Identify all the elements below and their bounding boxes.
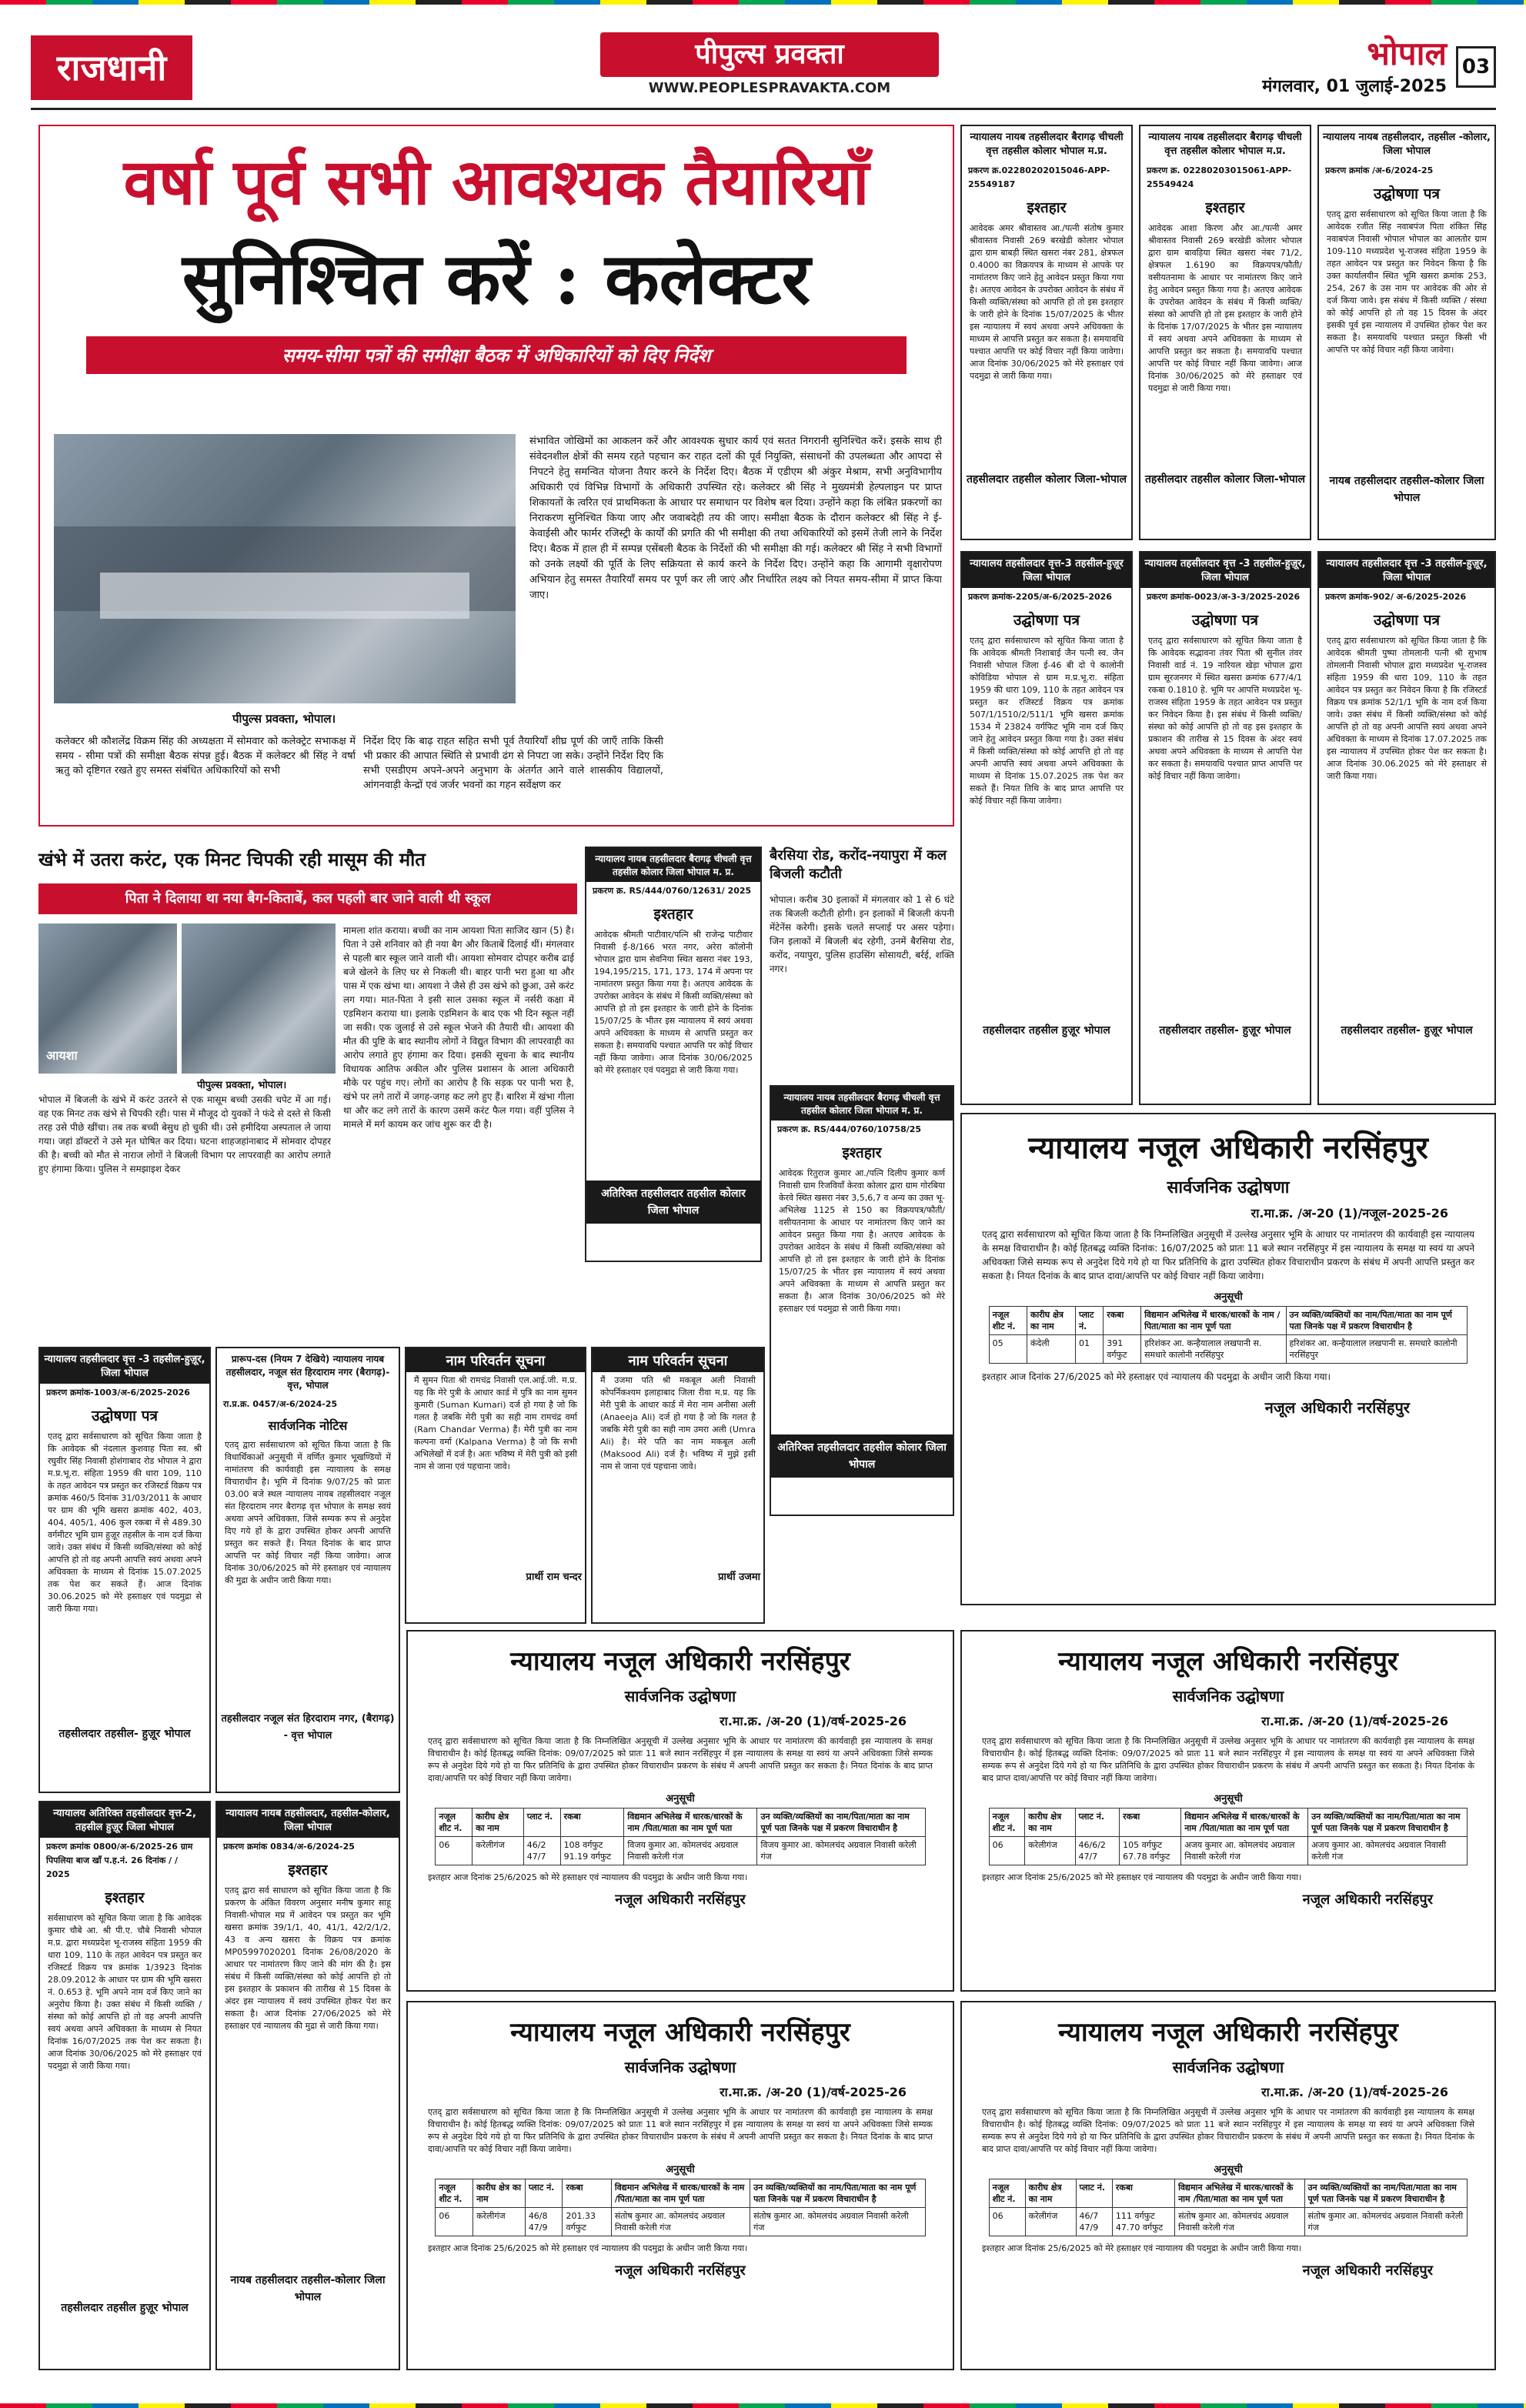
notice-signature: प्रार्थी राम चन्दर [526,1571,582,1583]
notice-body: एतद् द्वारा सर्व साधारण को सूचित किया जाता है कि प्रकरण के अंकित विवरण अनुसार मनीष कुमार साहू निवासी-भोपाल मप्र में आवेदन पत्र प्रस्तुत कर भूमि खसरा क्रमांक 39/1/1, 40, 41/1, 42/2/1/2, 43 व अन्य खसरा के विक्रय पत्र क्रमांक MP05997020201 दिनांक 26/08/2020 के आधार पर नामांतरण किए जाने की मांग की है। इस संबंध में किसी व्यक्ति/संस्था को कोई आपत्ति हो तो इस इश्तहार के प्रकाशन की तारीख से 15 दिवस के अंदर इस न्यायालय में स्वयं उपस्थित होकर पेश कर सकता है। आज दिनांक 27/06/2025 को मेरे हस्ताक्षर एवं न्यायालय की मुद्रा से जारी किया गया। [225,1885,391,2031]
notice-title: इश्तहार [653,906,693,923]
court-footer: इश्तहार आज दिनांक 27/6/2025 को मेरे हस्ताक्षर एवं न्यायालय की पदमुद्रा के अधीन जारी किया गया। [982,1371,1331,1382]
table-row: 05 कंदेली 01 391 वर्गफुट हरिशंकर आ. कन्हैयालाल लखपानी स. समधारे कालोनी नरसिंहपुर हरिशंकर आ. कन्हैयालाल लखपानी स. समधारे कालोनी नरसिंहपुर [989,1335,1468,1364]
notice-signature: तहसीलदार तहसील- हुज़ूर भोपाल [58,1728,191,1740]
notice-title: उद्घोषणा पत्र [1191,612,1259,629]
notice-title: इश्तहार [842,1144,882,1161]
notice-ref: प्रकरण क्रमांक-0023/अ-3-3/2025-2026 [1147,592,1301,602]
notice-a11 [405,1347,586,1624]
table-row: 06 करेलीगंज 46/6/2 47/7 105 वर्गफुट 67.78 वर्गफुट अजय कुमार आ. कोमलचंद अग्रवाल निवासी करेली गंज अजय कुमार आ. कोमलचंद अग्रवाल निवासी करेली गंज [989,1837,1468,1865]
court-subtitle: सार्वजनिक उद्घोषणा [1172,1687,1284,1705]
notice-title: इश्तहार [1027,199,1067,216]
court-body: एतद् द्वारा सर्वसाधारण को सूचित किया जाता है कि निम्नलिखित अनुसूची में उल्लेख अनुसार भूमि के आधार पर नामांतरण की कार्यवाही इस न्यायालय के समक्ष विचाराधीन है। कोई हितबद्ध व्यक्ति दिनांक: 09/07/2025 को प्रातः 11 बजे स्थान नरसिंहपुर में इस न्यायालय के समक्ष या स्वयं या अपने अधिवक्ता जिसे सम्यक रूप से अनुदेश दिये गये हो या फिर प्रतिनिधि के द्वारा उपस्थित होकर विचाराधीन प्रकरण के संबंध में अपनी आपत्ति प्रस्तुत कर सकता है। नियत दिनांक के बाद प्राप्त दावा/आपत्ति पर कोई विचार नहीं किया जावेगा। [428,2107,933,2154]
court-signature: नजूल अधिकारी नरसिंहपुर [615,1892,746,1908]
story2-byline: पीपुल्स प्रवक्ता, भोपाल। [197,1080,287,1091]
notice-header: नाम परिवर्तन सूचना [593,1348,763,1372]
notice-header: न्यायालय नायब तहसीलदार बैरागढ़ चीचली वृत्त तहसील कोलार भोपाल म.प्र. [970,132,1124,157]
notice-header: न्यायालय नायब तहसीलदार बैरागढ़ चीचली वृत्त तहसील कोलार भोपाल म.प्र. [1148,132,1302,157]
section-tab: राजधानी [31,35,192,100]
child-photo-caption: आयशा [46,1048,78,1063]
notice-body: एतद् द्वारा सर्वसाधारण को सूचित किया जाता है कि आवेदक सद्भावना तंवर पिता श्री सुनील तंवर निवासी वार्ड नं. 19 नारियल खेड़ा भोपाल द्वारा ग्राम सूरजनगर में स्थित खसरा क्रमांक 677/4/1 रकबा 0.1810 हे. भूमि पर आपत्ति मध्यप्रदेश भू-राजस्व संहिता 1959 के तहत आवेदन पत्र प्रस्तुत कर निवेदन किया है। इस संबंध में किसी व्यक्ति/संस्था को कोई आपत्ति हो तो वह इस इश्तहार के प्रकाशन की तारीख से 15 दिवस के अंदर स्वयं अथवा अपने अधिवक्ता के माध्यम से आपत्ति पेश कर सकता है। समयावधि पश्चात प्राप्त आपत्ति पर कोई विचार नहीं किया जावेगा। [1148,636,1302,781]
lead-byline: पीपुल्स प्रवक्ता, भोपाल। [232,712,336,726]
notice-a5 [1139,551,1311,1105]
notice-signature: तहसीलदार तहसील- हुज़ूर भोपाल [1341,1024,1473,1037]
masthead-rule [31,108,1496,110]
court-subtitle: सार्वजनिक उद्घोषणा [1167,1178,1290,1197]
annex-table: नजूल शीट नं. कारीघ क्षेत्र का नाम प्लाट नं. रकबा विद्यमान अभिलेख में धारक/धारकों के नाम /पिता/माता का नाम पूर्ण पता उन व्यक्ति/व्यक्तियों का नाम/पिता/माता का नाम पूर्ण पता जिनके पक्ष में प्रकरण विचाराधीन है 05 कंदेली 01 391 वर्गफुट हरिशंकर आ. कन्हैयालाल लखपानी स. समधारे कालोनी नरसिंहपुर हरिशंकर आ. कन्हैयालाल लखपानी स. समधारे कालोनी नरसिंहपुर [989,1306,1468,1364]
annex-label: अनुसूची [666,1793,695,1805]
court-notice-2 [406,1630,954,1992]
crowd-photo [182,923,336,1074]
paper-logo: पीपुल्स प्रवक्ता [600,32,939,77]
notice-body: एतद् द्वारा सर्वसाधारण को सूचित किया जाता है कि आवेदक श्रीमती पुष्पा तोमलानी पत्नी श्री सुभाष तोमलानी निवासी भोपाल द्वारा मध्यप्रदेश भू-राजस्व संहिता 1959 की धारा 109, 110 के तहत आवेदन पत्र प्रस्तुत कर निवेदन किया है कि रजिस्टर्ड विक्रय पत्र क्रमांक 52/1/1 भूमि के नाम दर्ज किया जावे। उक्त संबंध में किसी व्यक्ति/संस्था को कोई आपत्ति हो तो वह अपनी आपत्ति स्वयं अथवा अपने अधिवक्ता के माध्यम से दिनांक 17.07.2025 तक इस न्यायालय में उपस्थित होकर पेश कर सकता है। आज दिनांक 30.06.2025 को मेरे हस्ताक्षर से जारी किया गया। [1327,636,1487,781]
notice-a6 [1317,551,1496,1105]
court-body: एतद् द्वारा सर्वसाधारण को सूचित किया जाता है कि निम्नलिखित अनुसूची में उल्लेख अनुसार भूमि के आधार पर नामांतरण की कार्यवाही इस न्यायालय के समक्ष विचाराधीन है। कोई हितबद्ध व्यक्ति दिनांक: 09/07/2025 को प्रातः 11 बजे स्थान नरसिंहपुर में इस न्यायालय के समक्ष या स्वयं या अपने अधिवक्ता जिसे सम्यक रूप से अनुदेश दिये गये हो या फिर प्रतिनिधि के द्वारा उपस्थित होकर विचाराधीन प्रकरण के संबंध में अपनी आपत्ति प्रस्तुत कर सकता है। नियत दिनांक के बाद प्राप्त दावा/आपत्ति पर कोई विचार नहीं किया जावेगा। [428,1736,933,1783]
notice-title: उद्घोषणा पत्र [1013,612,1080,629]
court-ref: रा.मा.क्र. /अ-20 (1)/वर्ष-2025-26 [1261,2085,1448,2099]
notice-body: सर्वसाधारण को सूचित किया जाता है कि आवेदक कुमार चौबे आ. श्री पी.ए. चौबे निवासी भोपाल म.प्र. द्वारा मध्यप्रदेश भू-राजस्व संहिता 1959 की धारा 109, 110 के तहत आवेदन पत्र प्रस्तुत कर रजिस्टर्ड विक्रय पत्र क्रमांक 1/3923 दिनांक 28.09.2012 के आधार पर ग्राम की भूमि खसरा नं. 0.653 हे. भूमि अपने नाम दर्ज किए जाने का अनुरोध किया है। उक्त संबंध में किसी व्यक्ति / संस्था को कोई आपत्ति हो तो वह अपनी आपत्ति स्वयं अथवा अपने अधिवक्ता के माध्यम से नियत दिनांक 16/07/2025 तक पेश कर सकता है। आज दिनांक 30/06/2025 को मेरे हस्ताक्षर एवं पदमुद्रा से जारी किया गया। [48,1913,202,2071]
court-ref: रा.मा.क्र. /अ-20 (1)/वर्ष-2025-26 [720,2085,907,2099]
court-ref: रा.मा.क्र. /अ-20 (1)/नजूल-2025-26 [1251,1206,1448,1221]
story3-headline: बैरसिया रोड, करोंद-नयापुरा में कल बिजली कटौती [770,847,947,882]
notice-a2 [1139,125,1311,540]
notice-ref: प्रकरण क्रमांक-902/ अ-6/2025-2026 [1325,592,1467,602]
color-registration-band [0,0,1526,5]
lead-headline-2: सुनिश्चित करें : कलेक्टर [182,237,811,320]
court-signature: नजूल अधिकारी नरसिंहपुर [1264,1398,1410,1417]
notice-a12 [591,1347,765,1624]
notice-signature: तहसीलदार तहसील कोलार जिला-भोपाल [966,473,1127,486]
notice-body: मैं सुमन पिता श्री रामचंद्र निवासी एल.आई.जी. म.प्र. यह कि मेरे पुत्री के आधार कार्ड में पुत्रि का नाम सुमन कुमारी (Suman Kumari) दर्ज हो गया है जो कि गलत है जबकि मेरी पुत्री का सही नाम रामचंद्र वर्मा (Ram Chandar Verma) हैं। मेरी पुत्री का नाम कल्पना वर्मा (Kalpana Verma) है जो कि सभी अभिलेखों में दर्ज है। अतः भविष्य में मेरी पुत्री को इसी नाम से जाना एवं पहचाना जावे। [414,1375,577,1471]
notice-header: नाम परिवर्तन सूचना [406,1348,585,1372]
color-registration-band-bottom [0,2403,1526,2408]
notice-ref: रा.प्र.क्र. 0457/अ-6/2024-25 [223,1399,338,1409]
court-ref: रा.मा.क्र. /अ-20 (1)/वर्ष-2025-26 [1261,1714,1448,1728]
notice-signature: तहसीलदार तहसील- हुज़ूर भोपाल [1159,1024,1291,1037]
notice-ref: प्रकरण क्र. RS/444/0760/12631/ 2025 [593,886,752,896]
notice-body: एतद् द्वारा सर्वसाधारण को सूचित किया जाता है कि आवेदक श्री नंदलाल कुशवाह पिता स्व. श्री रघुवीर सिंह निवासी होशंगाबाद रोड भोपाल ने द्वारा म.प्र.भू.रा. संहिता 1959 की धारा 109, 110 के तहत आवेदन पत्र प्रस्तुत कर रजिस्टर्ड विक्रय पत्र क्रमांक 460/5 दिनांक 31/03/2011 के आधार पर ग्राम की भूमि खसरा क्रमांक 402, 403, 404, 405/1, 406 कुल रकबा में से 489.30 वर्गमीटर भूमि ग्राम हुज़ूर तहसील के नाम दर्ज किया जावे। उक्त संबंध में किसी व्यक्ति/संस्था को कोई आपत्ति हो तो वह अपनी आपत्ति स्वयं अथवा अपने अधिवक्ता के माध्यम से दिनांक 15.07.2025 तक पेश कर सकते हैं। आज दिनांक 30.06.2025 को मेरे हस्ताक्षर एवं पदमुद्रा से जारी किया गया। [48,1431,202,1614]
court-footer: इश्तहार आज दिनांक 25/6/2025 को मेरे हस्ताक्षर एवं न्यायालय की पदमुद्रा के अधीन जारी किया गया। [982,2243,1302,2253]
notice-body: आवेदक श्रीमती पाटीवार/पत्नि श्री राजेन्द्र पाटीवार निवासी ई-8/166 भरत नगर, अरेरा कॉलोनी भोपाल द्वारा ग्राम सेवनिया स्थित खसरा नंबर 193, 194,195/215, 171, 173, 174 में अपना पर नामांतरण प्रस्तुत किया गया है। अतएव आवेदक के उपरोक्त आवेदन के संबंध में किसी व्यक्ति/संस्था को आपत्ति हो तो इस इश्तहार के जारी होने के दिनांक 15/07/25 के भीतर इस न्यायालय में स्वयं अथवा अपने अधिवक्ता के माध्यम से आपत्ति प्रस्तुत कर सकता है। समयावधि पश्चात आपत्ति पर कोई विचार नहीं किया जावेगा। आज दिनांक 30/06/2025 को मेरे हस्ताक्षर एवं पदमुद्रा से जारी किया गया। [594,930,753,1075]
notice-header: न्यायालय नायब तहसीलदार बैरागढ़ चीचली वृत्त तहसील कोलार जिला भोपाल म. प्र. [771,1087,953,1121]
court-body: एतद् द्वारा सर्वसाधारण को सूचित किया जाता है कि निम्नलिखित अनुसूची में उल्लेख अनुसार भूमि के आधार पर नामांतरण की कार्यवाही इस न्यायालय के समक्ष विचाराधीन है। कोई हितबद्ध व्यक्ति दिनांक: 09/07/2025 को प्रातः 11 बजे स्थान नरसिंहपुर में इस न्यायालय के समक्ष या स्वयं या अपने अधिवक्ता जिसे सम्यक रूप से अनुदेश दिये गये हो या फिर प्रतिनिधि के द्वारा उपस्थित होकर विचाराधीन प्रकरण के संबंध में अपनी आपत्ति प्रस्तुत कर सकता है। नियत दिनांक के बाद प्राप्त दावा/आपत्ति पर कोई विचार नहीं किया जावेगा। [982,2107,1474,2154]
notice-header: न्यायालय अतिरिक्त तहसीलदार वृत्त-2, तहसील हुज़ूर जिला भोपाल [40,1802,209,1838]
court-signature: नजूल अधिकारी नरसिंहपुर [615,2263,746,2279]
notice-signature: प्रार्थी उजमा [718,1571,760,1583]
table-row: 06 करेलीगंज 46/7 47/9 111 वर्गफुट 47.70 वर्गफुट संतोष कुमार आ. कोमलचंद अग्रवाल निवासी करेली गंज संतोष कुमार आ. कोमलचंद अग्रवाल निवासी करेली गंज [989,2208,1468,2236]
court-body: एतद् द्वारा सर्वसाधारण को सूचित किया जाता है कि निम्नलिखित अनुसूची में उल्लेख अनुसार भूमि के आधार पर नामांतरण की कार्यवाही इस न्यायालय के समक्ष विचाराधीन है। कोई हितबद्ध व्यक्ति दिनांक: 09/07/2025 को प्रातः 11 बजे स्थान नरसिंहपुर में इस न्यायालय के समक्ष या स्वयं या अपने अधिवक्ता जिसे सम्यक रूप से अनुदेश दिये गये हो या फिर प्रतिनिधि के द्वारा उपस्थित होकर विचाराधीन प्रकरण के संबंध में अपनी आपत्ति प्रस्तुत कर सकता है। नियत दिनांक के बाद प्राप्त दावा/आपत्ति पर कोई विचार नहीं किया जावेगा। [982,1736,1474,1783]
court-notice-1 [960,1113,1496,1605]
court-subtitle: सार्वजनिक उद्घोषणा [1172,2058,1284,2076]
notice-body: एतद् द्वारा सर्वसाधारण को सूचित किया जाता है कि विधार्थिकाओं अनुसूची में वर्णित कुमार भूखण्डियों में नामांतरण की कार्यवाही इस न्यायालय के समक्ष विचाराधीन है। भूमि में दिनांक 9/07/25 को प्रातः 03.00 बजे स्थल न्यायालय नायब तहसीलदार नजूल संत हिरदाराम नगर बैरागढ़ वृत्त भोपाल के समक्ष स्वयं अथवा अपने अधिवक्ता, जिसे सम्यक रूप से अनुदेश दिए गये हों के द्वारा उपस्थित होकर अपनी आपत्ति प्रस्तुत कर सकते हैं। नियत दिनांक के बाद प्राप्त आपत्ति पर कोई विचार नहीं किया जावेगा। आज दिनांक 30/06/2025 को मेरे हस्ताक्षर एवं न्यायालय की मुद्रा के अधीन जारी किया गया। [225,1440,391,1585]
lead-body-3: संभावित जोखिमों का आकलन करें और आवश्यक सुधार कार्य एवं सतत निगरानी सुनिश्चित करें। इसके साथ ही संवेदनशील क्षेत्रों की समय रहते पहचान कर राहत दलों की पूर्व नियुक्ति, संसाधनों की उपलब्धता और आपदा से निपटने हेतु समन्वित योजना तैयार करने के निर्देश दिए। बैठक में एडीएम श्री अंकुर मेश्राम, सभी अनुविभागीय अधिकारी एवं विभिन्न विभागों के अधिकारी उपस्थित रहे। कलेक्टर श्री सिंह ने मुख्यमंत्री हेल्पलाइन पर प्राप्त शिकायतों के त्वरित एवं प्राथमिकता के आधार पर समाधान पर विशेष बल दिया। उन्होंने कहा कि लंबित प्रकरणों का निराकरण सुनिश्चित किया जाए और जवाबदेही तय की जाए। समीक्षा बैठक के दौरान कलेक्टर श्री सिंह ने ई-केवाईसी और फार्मर रजिस्ट्री के कार्यों की प्रगति की भी समीक्षा की तथा अधिकारियों को इसमें तेजी लाने के निर्देश दिए। बैठक में हाल ही में सम्पन्न एसेंबली बैठक के निर्देशों की भी समीक्षा की गई। कलेक्टर श्री सिंह ने सभी विभागों को उनके लक्ष्यों की पूर्ति के लिए सक्रियता से कार्य करने के निर्देश दिए। उन्होंने कहा कि आगामी वृक्षारोपण अभियान हेतु समस्त तैयारियाँ समय पर पूर्ण कर ली जाएं और निर्धारित लक्ष्य को नियत समय-सीमा में प्राप्त किया जाए। [529,436,942,601]
notice-a3 [1317,125,1496,540]
page-number: 03 [1456,46,1496,88]
court-footer: इश्तहार आज दिनांक 25/6/2025 को मेरे हस्ताक्षर एवं न्यायालय की पदमुद्रा के अधीन जारी किया गया। [982,1872,1302,1882]
story2-body-1: भोपाल में बिजली के खंभे में करंट उतरने से एक मासूम बच्ची उसकी चपेट में आ गई। वह एक मिनट तक खंभे से चिपकी रही। पास में मौजूद दो युवकों ने फंदे से दस्ते से किसी तरह उसे पीछे खींचा। तब तक बच्ची बेसुध हो चुकी थी। उसे हमीदिया अस्पताल ले जाया गया। जहां डॉक्टरों ने उसे मृत घोषित कर दिया। घटना शाहजहांनाबाद में सोमवार दोपहर की है। बच्ची को मौत से नाराज लोगों ने बिजली विभाग पर लापरवाही का आरोप लगाते हुए हंगामा किया। पुलिस ने समझाइश देकर [38,1094,331,1174]
notice-a1 [960,125,1133,540]
notice-signature: अतिरिक्त तहसीलदार तहसील कोलार जिला भोपाल [771,1434,953,1478]
notice-header: न्यायालय तहसीलदार वृत्त -3 तहसील-हुज़ूर, जिला भोपाल [1319,553,1494,588]
notice-body: आवेदक अमर श्रीवास्तव आ./पत्नी संतोष कुमार श्रीवास्तव निवासी 269 बरखेडी कोलार भोपाल द्वारा ग्राम बाबड़ी स्थित खसरा नंबर 281, क्षेत्रफल 0.4000 का विक्रयपत्र के माध्यम से आपके पर नामांतरण किए जाने हेतु आवेदन प्रस्तुत किया गया है। अतएव आवेदन के उपरोक्त आवेदन के संबंध में किसी व्यक्ति/संस्था को आपत्ति हो तो इस इश्तहार के जारी होने के दिनांक 15/07/2025 के भीतर इस न्यायालय में स्वयं अथवा अपने अधिवक्ता के माध्यम से आपत्ति प्रस्तुत कर सकता है। समयावधि पश्चात आपत्ति पर कोई विचार नहीं किया जावेगा। आज दिनांक 30/06/2025 को मेरे हस्ताक्षर एवं पदमुद्रा से जारी किया गया। [970,223,1124,381]
notice-header: न्यायालय तहसीलदार वृत्त -3 तहसील-हुज़ूर, जिला भोपाल [40,1348,209,1384]
court-body: एतद् द्वारा सर्वसाधारण को सूचित किया जाता है कि निम्नलिखित अनुसूची में उल्लेख अनुसार भूमि के आधार पर नामांतरण की कार्यवाही इस न्यायालय के समक्ष विचाराधीन है। कोई हितबद्ध व्यक्ति दिनांक: 16/07/2025 को प्रातः 11 बजे स्थान नरसिंहपुर में इस न्यायालय के समक्ष या स्वयं या अपने अधिवक्ता जिसे सम्यक रूप से अनुदेश दिये गये हो या फिर प्रतिनिधि के द्वारा उपस्थित होकर विचाराधीन प्रकरण के संबंध में अपनी आपत्ति प्रस्तुत कर सकता है। नियत दिनांक के बाद प्राप्त दावा/आपत्ति पर कोई विचार नहीं किया जावेगा। [982,1229,1474,1281]
notice-a13 [38,1801,211,2370]
notice-title: सार्वजनिक नोटिस [268,1418,348,1433]
notice-header: प्रारूप-दस (नियम 7 देखिये) न्यायालय नायब तहसीलदार, नजूल संत हिरदाराम नगर (बैरागढ़)- वृत्त, भोपाल [225,1354,390,1391]
annex-table: नजूल शीट नं. कारीघ क्षेत्र का नाम प्लाट नं. रकबा विद्यमान अभिलेख में धारक/धारकों के नाम /पिता/माता का नाम पूर्ण पता उन व्यक्ति/व्यक्तियों का नाम/पिता/माता का नाम पूर्ण पता जिनके पक्ष में प्रकरण विचाराधीन है 06 करेलीगंज 46/6/2 47/7 105 वर्गफुट 67.78 वर्गफुट अजय कुमार आ. कोमलचंद अग्रवाल निवासी करेली गंज अजय कुमार आ. कोमलचंद अग्रवाल निवासी करेली गंज [989,1808,1468,1865]
notice-body: एतद् द्वारा सर्वसाधारण को सूचित किया जाता है कि आवेदक रजीत सिंह नवाबपंज पिता शंकित सिंह नवाबपंज निवासी भोपाल भोपाल का आलतोर ग्राम 109-110 मध्यप्रदेश भू-राजस्व संहिता 1959 के तहत आवेदन पत्र प्रस्तुत कर निवेदन किया है कि उक्त कार्यालयीन स्थित भूमि खसरा क्रमांक 253, 254, 267 के उस नाम पर आवेदक की ओर से दर्ज किया जावे। इस संबंध में किसी व्यक्ति / संस्था को कोई आपत्ति हो तो वह 15 दिवस के अंदर इसकी पूर्व इस न्यायालय में उपस्थित होकर पेश कर सकता है। समयावधि पश्चात प्रस्तुत किसी भी आपत्ति पर कोई विचार नहीं किया जावेगा। [1327,209,1487,355]
notice-signature: नायब तहसीलदार तहसील-कोलार जिला भोपाल [1329,475,1484,504]
court-notice-3 [960,1630,1496,1992]
table-row: 06 करेलीगंज 46/2 47/7 108 वर्गफुट 91.19 वर्गफुट विजय कुमार आ. कोमलचंद अग्रवाल निवासी करेली गंज विजय कुमार आ. कोमलचंद अग्रवाल निवासी करेली गंज [436,1837,925,1865]
story2-body-2: मामला शांत कराया। बच्ची का नाम आयशा पिता साजिद खान (5) है। पिता ने उसे शनिवार को ही नया बैग और किताबें दिलाई थीं। मंगलवार से पहली बार स्कूल जाने वाली थी। आयशा सोमवार दोपहर करीब ढाई बजे खेलने के लिए घर से निकली थी। बाहर पानी भरा हुआ था और पास में एक खंभा था। आयशा ने जैसे ही उस खंभे को छुआ, उसे करंट लग गया। मात-पिता ने इसी साल उसका स्कूल में नर्सरी कक्षा में एडमिशन कराया था। इलाके एडमिशन के बाद एक भी दिन स्कूल नहीं जा सकी। एक जुलाई से उसे स्कूल भेजने की तैयारी थी। आयशा की मौत की पुष्टि के बाद स्थानीय लोगों ने विद्युत विभाग की लापरवाही का आरोप लगाते हुए हंगामा कर दिया। इसकी सूचना के बाद स्थानीय विधायक आतिफ अकील और पुलिस प्रशासन के आला अधिकारी मौके पर पहुंच गए। लोगों का आरोप है कि सड़क पर पानी भरा है, खंभे पर लगे तारों में जगह-जगह कट लगे हुए हैं। बारिश में खंभा गीला था और कट लगे तारों के कारण उसमें करंट फैल गया। वहीं पुलिस ने मामले में मर्ग कायम कर जांच शुरू कर दी है। [343,925,574,1130]
story2-subhead: पिता ने दिलाया था नया बैग-किताबें, कल पहली बार जाने वाली थी स्कूल [38,883,577,914]
notice-header: न्यायालय नायब तहसीलदार बैरागढ़ चीचली वृत्त तहसील कोलार जिला भोपाल म. प्र. [586,848,760,882]
court-signature: नजूल अधिकारी नरसिंहपुर [1302,2263,1433,2279]
annex-table: नजूल शीट नं. कारीघ क्षेत्र का नाम प्लाट नं. रकबा विद्यमान अभिलेख में धारक/धारकों के नाम /पिता/माता का नाम पूर्ण पता उन व्यक्ति/व्यक्तियों का नाम/पिता/माता का नाम पूर्ण पता जिनके पक्ष में प्रकरण विचाराधीन है 06 करेलीगंज 46/2 47/7 108 वर्गफुट 91.19 वर्गफुट विजय कुमार आ. कोमलचंद अग्रवाल निवासी करेली गंज विजय कुमार आ. कोमलचंद अग्रवाल निवासी करेली गंज [435,1808,925,1865]
notice-body: आवेदक रितुराज कुमार आ./पत्नि दिलीप कुमार कर्ण निवासी ग्राम रिजवियाँ केरवा कोलार द्वारा ग्राम गोरबिया केरवे स्थित खसरा नंबर 3,5,6,7 व अन्य का उक्त भू-अभिलेख 1125 से 150 का विक्रयपत्र/फौती/वसीयतनामा के आधार पर नामांतरण किए जाने का आवेदन प्रस्तुत किया गया है। अतएव आवेदक के उपरोक्त आवेदन के संबंध में किसी व्यक्ति/संस्था को आपत्ति हो तो इस इश्तहार के जारी होने के दिनांक 15/07/25 के भीतर इस न्यायालय में स्वयं अथवा अपने अधिवक्ता के माध्यम से आपत्ति प्रस्तुत कर सकता है। आज दिनांक 30/06/2025 को मेरे हस्ताक्षर एवं पदमुद्रा से जारी किया गया। [779,1168,945,1314]
annex-label: अनुसूची [1214,1793,1243,1805]
notice-signature: नायब तहसीलदार तहसील-कोलार जिला भोपाल [230,2274,386,2303]
notice-header: न्यायालय नायब तहसीलदार, तहसील-कोलार, जिला भोपाल [217,1802,399,1838]
annex-table: नजूल शीट नं. कारीघ क्षेत्र का नाम प्लाट नं. रकबा विद्यमान अभिलेख में धारक/धारकों के नाम /पिता/माता का नाम पूर्ण पता उन व्यक्ति/व्यक्तियों का नाम/पिता/माता का नाम पूर्ण पता जिनके पक्ष में प्रकरण विचाराधीन है 06 करेलीगंज 46/7 47/9 111 वर्गफुट 47.70 वर्गफुट संतोष कुमार आ. कोमलचंद अग्रवाल निवासी करेली गंज संतोष कुमार आ. कोमलचंद अग्रवाल निवासी करेली गंज [989,2179,1468,2236]
court-signature: नजूल अधिकारी नरसिंहपुर [1302,1892,1433,1908]
story2-headline: खंभे में उतरा करंट, एक मिनट चिपकी रही मासूम की मौत [38,849,426,870]
issue-date: मंगलवार, 01 जुलाई-2025 [1262,77,1447,96]
lead-headline-1: वर्षा पूर्व सभी आवश्यक तैयारियाँ [123,145,870,219]
notice-a10 [215,1347,400,1793]
notice-body: आवेदक आशा किरण और आ./पत्नी अमर श्रीवास्तव निवासी 269 बरखेडी कोलार भोपाल द्वारा ग्राम बावड़िया स्थित खसरा नंबर 71/2, क्षेत्रफल 1.6190 का विक्रयपत्र/फौती/वसीयतनामा के आधार पर नामांतरण किए जाने हेतु आवेदन प्रस्तुत किया गया है। अतएव आवेदक के उपरोक्त आवेदन के संबंध में किसी व्यक्ति/संस्था को आपत्ति हो तो इस इश्तहार के जारी होने के दिनांक 17/07/2025 के भीतर इस न्यायालय में स्वयं अथवा अपने अधिवक्ता के माध्यम से आपत्ति प्रस्तुत कर सकता है। समयावधि पश्चात आपत्ति पर कोई विचार नहीं किया जावेगा। आज दिनांक 30/06/2025 को मेरे हस्ताक्षर एवं पदमुद्रा से जारी किया गया। [1148,223,1302,393]
notice-header: न्यायालय तहसीलदार वृत्त -3 तहसील-हुज़ूर, जिला भोपाल [1140,553,1310,588]
lead-body-2: निर्देश दिए कि बाढ़ राहत सहित सभी पूर्व तैयारियाँ शीघ्र पूर्ण की जाएँ ताकि किसी भी प्रकार की आपात स्थिति से प्रभावी ढंग से निपटा जा सके। उन्होंने निर्देश दिए कि सभी एसडीएम अपने-अपने अनुभाग के अंतर्गत आने वाले शासकीय विद्यालयों, आंगनवाड़ी केन्द्रों एवं जर्जर भवनों का गहन सर्वेक्षण कर [363,736,663,791]
notice-a9 [38,1347,211,1793]
notice-a8 [770,1085,954,1516]
lead-story [38,125,954,827]
notice-body: मैं उजमा पति श्री मकबूल अली निवासी कोपर्निकश्यम इलाहाबाद जिला रीवा म.प्र. यह कि मेरी पुत्री के आधार कार्ड में मेरा नाम अनीसा अली (Anaeeja Ali) दर्ज हो गया है जो कि गलत है जबकि मेरी पुत्री का सही नाम उमरा अली (Umra Ali) है। मेरे पति का नाम मकबूल अली (Maksood Ali) दर्ज है। भविष्य में मुझे इसी नाम से जाना एवं पहचाना जावे। [600,1375,756,1471]
notice-signature: अतिरिक्त तहसीलदार तहसील कोलार जिला भोपाल [586,1181,760,1224]
annex-label: अनुसूची [1214,1291,1243,1303]
annex-label: अनुसूची [666,2164,695,2176]
notice-header: न्यायालय तहसीलदार वृत्त-3 तहसील-हुज़ूर जिला भोपाल [962,553,1131,588]
notice-signature: तहसीलदार नजूल संत हिरदाराम नगर, (बैरागढ़) - वृत्त भोपाल [221,1713,395,1742]
table-row: 06 करेलीगंज 46/8 47/9 201.33 वर्गफुट संतोष कुमार आ. कोमलचंद अग्रवाल निवासी करेली गंज संतोष कुमार आ. कोमलचंद अग्रवाल निवासी करेली गंज [436,2208,925,2236]
court-subtitle: सार्वजनिक उद्घोषणा [624,2058,736,2076]
notice-ref: प्रकरण क्र.02280202015046-APP-25549187 [968,165,1110,189]
court-title: न्यायालय नजूल अधिकारी नरसिंहपुर [510,1646,850,1677]
notice-ref: प्रकरण क्रमांक 0800/अ-6/2025-26 ग्राम पिपलिया बाज खाँ प.ह.नं. 26 दिनांक / / 2025 [46,1842,193,1879]
notice-title: इश्तहार [288,1862,328,1879]
lead-subhead: समय-सीमा पत्रों की समीक्षा बैठक में अधिकारियों को दिए निर्देश [86,336,907,374]
notice-ref: प्रकरण क्रमांक-2205/अ-6/2025-2026 [968,592,1112,602]
notice-a7 [585,847,762,1262]
notice-title: उद्घोषणा पत्र [91,1408,159,1424]
notice-signature: तहसीलदार तहसील हुज़ूर भोपाल [983,1024,1110,1037]
annex-label: अनुसूची [1214,2164,1243,2176]
notice-signature: तहसीलदार तहसील हुज़ूर भोपाल [61,2302,189,2314]
court-footer: इश्तहार आज दिनांक 25/6/2025 को मेरे हस्ताक्षर एवं न्यायालय की पदमुद्रा के अधीन जारी किया गया। [428,2243,748,2253]
notice-title: इश्तहार [1205,199,1245,216]
court-title: न्यायालय नजूल अधिकारी नरसिंहपुर [1058,1646,1398,1677]
annex-table: नजूल शीट नं. कारीघ क्षेत्र का नाम प्लाट नं. रकबा विद्यमान अभिलेख में धारक/धारकों के नाम /पिता/माता का नाम पूर्ण पता उन व्यक्ति/व्यक्तियों का नाम/पिता/माता का नाम पूर्ण पता जिनके पक्ष में प्रकरण विचाराधीन है 06 करेलीगंज 46/8 47/9 201.33 वर्गफुट संतोष कुमार आ. कोमलचंद अग्रवाल निवासी करेली गंज संतोष कुमार आ. कोमलचंद अग्रवाल निवासी करेली गंज [435,2179,925,2236]
lead-body-1: कलेक्टर श्री कौशलेंद्र विक्रम सिंह की अध्यक्षता में सोमवार को कलेक्ट्रेट सभाकक्ष में समय - सीमा पत्रों की समीक्षा बैठक संपन्न हुई। बैठक में कलेक्टर श्री सिंह ने वर्षा ऋतु को दृष्टिगत रखते हुए समस्त संबंधित अधिकारियों को सभी [55,736,356,777]
court-title: न्यायालय नजूल अधिकारी नरसिंहपुर [510,2017,850,2048]
notice-a14 [215,1801,400,2370]
notice-title: इश्तहार [105,1889,145,1906]
notice-header: न्यायालय नायब तहसीलदार, तहसील -कोलार, जिला भोपाल [1323,132,1491,157]
court-ref: रा.मा.क्र. /अ-20 (1)/वर्ष-2025-26 [720,1714,907,1728]
notice-ref: प्रकरण क्र. 02280203015061-APP-25549424 [1147,165,1292,189]
notice-signature: तहसीलदार तहसील कोलार जिला-भोपाल [1144,473,1306,486]
notice-title: उद्घोषणा पत्र [1373,185,1441,202]
notice-ref: प्रकरण क्रमांक 0834/अ-6/2024-25 [223,1842,355,1852]
notice-ref: प्रकरण क्रमांक /अ-6/2024-25 [1325,165,1434,175]
city-label: भोपाल [1367,35,1447,72]
court-title: न्यायालय नजूल अधिकारी नरसिंहपुर [1028,1130,1428,1166]
court-notice-4 [406,2001,954,2370]
court-notice-5 [960,2001,1496,2370]
notice-ref: प्रकरण क्र. RS/444/0760/10758/25 [777,1124,922,1134]
meeting-photo [54,434,516,703]
story3-body: भोपाल। करीब 30 इलाकों में मंगलवार को 1 से 6 घंटे तक बिजली कटौती होगी। इन इलाकों में बिजली कंपनी मेंटेनेंस करेगी। इसके चलते सप्लाई पर असर पड़ेगा। जिन इलाकों में बिजली बंद रहेगी, उनमें बैरसिया रोड, करोंद, नयापुरा, पुलिस हाउसिंग सोसायटी, बर्रई, शक्ति नगर। [770,894,954,974]
notice-body: एतद् द्वारा सर्वसाधारण को सूचित किया जाता है कि आवेदक श्रीमती निशाबाई जैन पत्नी स्व. जैन निवासी भोपाल जिला ई-46 बी दो पे कालोनी कोविडिया भोपाल से ग्राम म.प्र.भू.रा. संहिता 1959 की धारा 109, 110 के तहत आवेदन पत्र प्रस्तुत कर रजिस्टर्ड विक्रय पत्र क्रमांक 507/1/1510/2/511/1 भूमि खसरा क्रमांक 1534 में 23824 वर्गफिट भूमि नाम दर्ज किए जाने हेतु आवेदन प्रस्तुत किया गया है। उक्त संबंध में किसी व्यक्ति/संस्था को कोई आपत्ति हो तो वह अपनी आपत्ति स्वयं अथवा अपने अधिवक्ता के माध्यम से दिनांक 15.07.2025 तक पेश कर सकते हैं। नियत तिथि के बाद प्राप्त आपत्ति पर कोई विचार नहीं किया जावेगा। [970,636,1124,806]
notice-ref: प्रकरण क्रमांक-1003/अ-6/2025-2026 [46,1388,190,1398]
court-subtitle: सार्वजनिक उद्घोषणा [624,1687,736,1705]
court-footer: इश्तहार आज दिनांक 25/6/2025 को मेरे हस्ताक्षर एवं न्यायालय की पदमुद्रा के अधीन जारी किया गया। [428,1872,748,1882]
notice-a4 [960,551,1133,1105]
website: WWW.PEOPLESPRAVAKTA.COM [648,80,891,96]
notice-title: उद्घोषणा पत्र [1373,612,1441,629]
court-title: न्यायालय नजूल अधिकारी नरसिंहपुर [1058,2017,1398,2048]
